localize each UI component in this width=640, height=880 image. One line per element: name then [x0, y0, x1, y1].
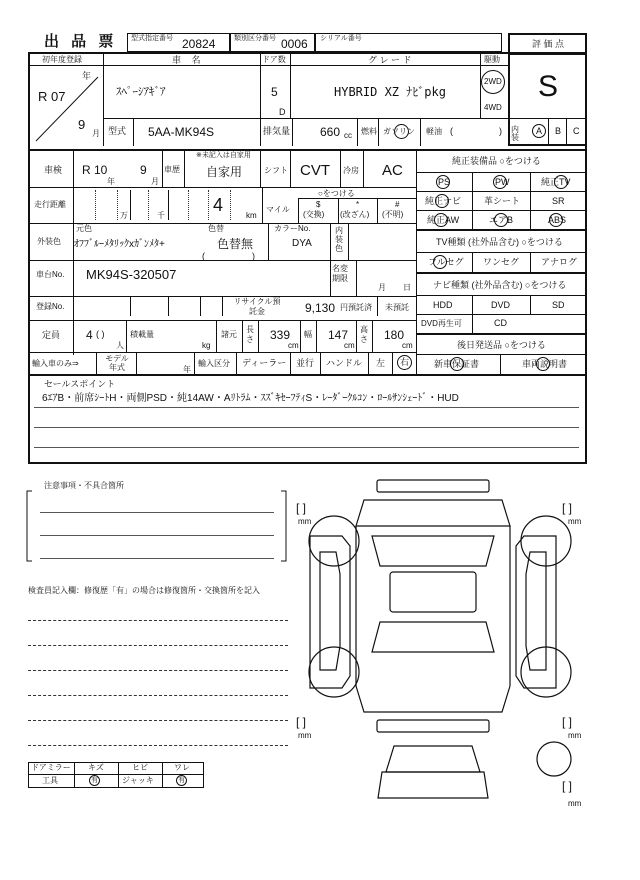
class-value: 0006: [281, 37, 308, 51]
load-label: 積載量: [130, 330, 154, 339]
equip-ps-circle: [436, 175, 450, 189]
recycle-unpaid: 未預託: [385, 303, 409, 312]
mileage-circle-note: ○をつける: [318, 189, 355, 198]
repaint-label: 色替: [208, 224, 224, 233]
inspector-label: 検査員記入欄：修復歴「有」の場合は修復箇所・交換箇所を記入: [28, 586, 260, 595]
first-reg-year-unit: 年: [82, 71, 92, 81]
length-value: 339: [270, 328, 291, 342]
interior-a: A: [536, 126, 543, 136]
equip-tv-circle: [554, 175, 568, 189]
bracket-spare: [ ]: [562, 779, 573, 793]
width-cm: cm: [344, 341, 355, 350]
color-no: DYA: [292, 238, 312, 249]
equip-sr: SR: [552, 196, 565, 206]
equip-ps: PS: [438, 177, 451, 187]
drive-2wd: 2WD: [484, 77, 502, 86]
capacity-value: 4: [86, 328, 93, 342]
model-value: 5AA-MK94S: [148, 125, 215, 139]
displacement-value: 660: [320, 125, 341, 139]
form-title: 出 品 票: [44, 33, 118, 50]
equip-airbag: エアB: [489, 215, 514, 225]
sales-text: 6ｴｱB・前席ｼｰﾄH・両側PSD・純14AW・Aﾘﾄﾗﾑ・ｽｽﾞｷｾｰﾌﾃｨS・ﾚｰﾀﾞｰｸﾙｺﾝ・ﾛｰﾙｻﾝｼｪｰﾄﾞ・HUD: [42, 393, 459, 404]
mile-opt3-sub: (不明): [382, 210, 404, 219]
interior-b: B: [555, 126, 562, 136]
repaint-paren-open: (: [202, 251, 205, 261]
mile-opt3: #: [395, 200, 400, 209]
tools-scratch: キズ: [88, 763, 104, 772]
navi-hdd: HDD: [433, 300, 453, 310]
interior-eval-label: 内装: [511, 125, 519, 142]
first-reg-label: 初年度登録: [42, 55, 82, 64]
reg-no-label: 登録No.: [36, 302, 65, 311]
tools-break: ワレ: [174, 763, 190, 772]
grade-value: HYBRID XZ ﾅﾋﾞpkg: [334, 85, 446, 99]
name-change-day: 日: [403, 283, 411, 292]
equip-pw: PW: [495, 177, 510, 187]
model-year-unit: 年: [183, 365, 191, 374]
tools-crack: ヒビ: [132, 763, 148, 772]
equip-navi: 純正ナビ: [425, 196, 462, 206]
chassis-label: 車台No.: [36, 270, 65, 279]
inspection-month-unit: 月: [151, 177, 159, 186]
import-dealer: ディーラー: [242, 358, 287, 368]
first-reg-month: 9: [78, 117, 86, 132]
tv-analog: アナログ: [541, 257, 578, 267]
evaluation-score: S: [538, 70, 559, 103]
name-change-label: 名変期限: [332, 264, 348, 283]
height-cm: cm: [402, 341, 413, 350]
caution-bracket: [26, 488, 288, 564]
equip-aw: 純正AW: [427, 215, 460, 225]
model-year-label: モデル年式: [105, 354, 129, 372]
cc-unit: cc: [344, 131, 352, 140]
equip-abs: ABS: [548, 215, 567, 225]
handle-label: ハンドル: [326, 358, 363, 368]
bracket-front-right: [ ]: [562, 501, 573, 515]
tools-tools: 工具: [42, 776, 58, 785]
mile-opt2-sub: (改ざん): [340, 210, 370, 219]
mm-front-right: mm: [568, 517, 582, 526]
equip-pw-circle: [493, 175, 507, 189]
kg-unit: kg: [202, 341, 211, 350]
cooling-value: AC: [382, 162, 403, 179]
bracket-front-left: [ ]: [296, 501, 307, 515]
mileage-km: km: [246, 211, 257, 220]
mileage-label: 走行距離: [34, 200, 66, 209]
interior-color-label: 内装色: [335, 226, 343, 253]
recycle-paid: 円預託済: [340, 303, 372, 312]
mm-rear-right: mm: [568, 731, 582, 740]
width-label: 幅: [304, 330, 312, 339]
mm-rear-left: mm: [298, 731, 312, 740]
sales-label: セールスポイント: [44, 379, 116, 389]
shift-label: シフト: [264, 166, 288, 175]
bracket-rear-right: [ ]: [562, 715, 573, 729]
height-label: 高さ: [360, 325, 368, 344]
inspection-label: 車検: [44, 165, 63, 175]
later-title: 後日発送品 ○をつける: [457, 340, 546, 350]
history-value: 自家用: [206, 165, 243, 179]
jack-have: 有: [178, 777, 185, 784]
history-note: ※未記入は自家用: [196, 152, 251, 159]
later-warranty: 新車保証書: [434, 359, 480, 369]
repaint-value: 色替無: [217, 237, 254, 251]
tools-have: 有: [91, 777, 98, 784]
import-class-label: 輸入区分: [198, 359, 230, 368]
mileage-digit: 4: [213, 195, 224, 215]
mileage-man: 万: [120, 211, 128, 220]
navi-type-title: ナビ種類 (社外品含む) ○をつける: [433, 280, 567, 290]
equip-leather: 革シート: [484, 196, 521, 206]
mile-label: マイル: [266, 205, 290, 214]
interior-c: C: [573, 126, 580, 136]
handle-right: 右: [400, 357, 410, 367]
car-name-label: 車 名: [172, 55, 205, 65]
equip-aw-circle: [434, 213, 448, 227]
serial-label: シリアル番号: [320, 35, 362, 42]
inspection-month: 9: [140, 163, 147, 177]
mm-spare: mm: [568, 799, 582, 808]
navi-cd: CD: [494, 318, 507, 328]
color-no-label: カラーNo.: [274, 224, 311, 233]
history-label: 車歴: [164, 165, 180, 174]
fuel-bracket-open: (: [450, 126, 453, 136]
later-warranty-circle: [450, 357, 464, 371]
import-parallel: 並行: [296, 358, 315, 368]
inspection-year: R 10: [82, 163, 108, 177]
drive-label: 駆動: [484, 55, 500, 64]
navi-dvd-play: DVD再生可: [421, 319, 462, 328]
height-value: 180: [384, 328, 405, 342]
equip-navi-circle: [435, 194, 449, 208]
tv-fullseg-circle: [433, 255, 447, 269]
tools-door-mirror: ドアミラー: [31, 763, 71, 772]
width-value: 147: [328, 328, 349, 342]
length-cm: cm: [288, 341, 299, 350]
equip-airbag-circle: [494, 213, 508, 227]
doors-value: 5: [271, 85, 278, 99]
first-reg-year: R 07: [38, 89, 66, 104]
equip-abs-circle: [549, 213, 563, 227]
fuel-gas-circle: [394, 124, 409, 139]
capacity-paren: ( ): [96, 329, 105, 339]
genuine-title: 純正装備品 ○をつける: [452, 156, 541, 166]
car-name: ｽﾍﾟｰｼｱｷﾞｱ: [116, 86, 166, 98]
later-manual: 車両説明書: [522, 359, 568, 369]
handle-left: 左: [376, 358, 386, 368]
exterior-label: 外装色: [37, 237, 61, 246]
grade-label: グ レ ー ド: [368, 55, 412, 65]
recycle-label: リサイクル預託金: [233, 297, 281, 316]
fuel-bracket-close: ): [499, 126, 502, 136]
tv-oneseg: ワンセグ: [483, 257, 520, 267]
fuel-label: 燃料: [361, 127, 377, 136]
original-color: ｵﾌﾌﾞﾙｰﾒﾀﾘｯｸxｶﾞﾝﾒﾀ+: [74, 239, 165, 250]
length-label: 長さ: [246, 325, 254, 344]
type-cert-label: 型式指定番号: [131, 35, 173, 42]
first-reg-month-unit: 月: [92, 129, 100, 138]
type-cert-value: 20824: [182, 37, 216, 51]
mile-opt1: $: [316, 200, 321, 209]
navi-dvd: DVD: [491, 300, 511, 310]
fuel-gas: ガソリン: [383, 127, 415, 136]
mile-opt1-sub: (交換): [303, 210, 325, 219]
fuel-light: 軽油: [426, 127, 442, 136]
caution-label: 注意事項・不具合箇所: [44, 481, 124, 490]
later-manual-circle: [536, 357, 550, 371]
mm-front-left: mm: [298, 517, 312, 526]
evaluation-label: 評 価 点: [532, 39, 565, 49]
name-change-month: 月: [378, 283, 386, 292]
shift-value: CVT: [300, 162, 330, 179]
drive-4wd: 4WD: [484, 103, 502, 112]
repaint-paren-close: ): [252, 251, 255, 261]
original-color-label: 元色: [76, 224, 92, 233]
tv-type-title: TV種類 (社外品含む) ○をつける: [436, 237, 563, 247]
doors-label: ドア数: [262, 55, 286, 64]
person-unit: 人: [116, 341, 124, 350]
cooling-label: 冷房: [343, 166, 359, 175]
bracket-rear-left: [ ]: [296, 715, 307, 729]
tv-fullseg: フルセグ: [428, 257, 464, 267]
dimensions-label: 諸元: [221, 330, 237, 339]
displacement-label: 排気量: [263, 126, 291, 136]
chassis-no: MK94S-320507: [86, 267, 177, 282]
navi-sd: SD: [552, 300, 565, 310]
car-diagram: [292, 476, 592, 806]
import-label: 輸入車のみ⇒: [32, 359, 79, 368]
class-label: 類別区分番号: [234, 35, 276, 42]
mile-opt2: *: [356, 200, 360, 209]
model-label: 型式: [108, 126, 127, 136]
mileage-sen: 千: [157, 211, 165, 220]
equip-tv: 純正TV: [541, 177, 571, 187]
tools-jack: ジャッキ: [122, 776, 154, 785]
doors-sub: D: [279, 107, 286, 117]
capacity-label: 定員: [42, 330, 61, 340]
inspection-year-unit: 年: [107, 177, 115, 186]
recycle-value: 9,130: [305, 301, 336, 315]
